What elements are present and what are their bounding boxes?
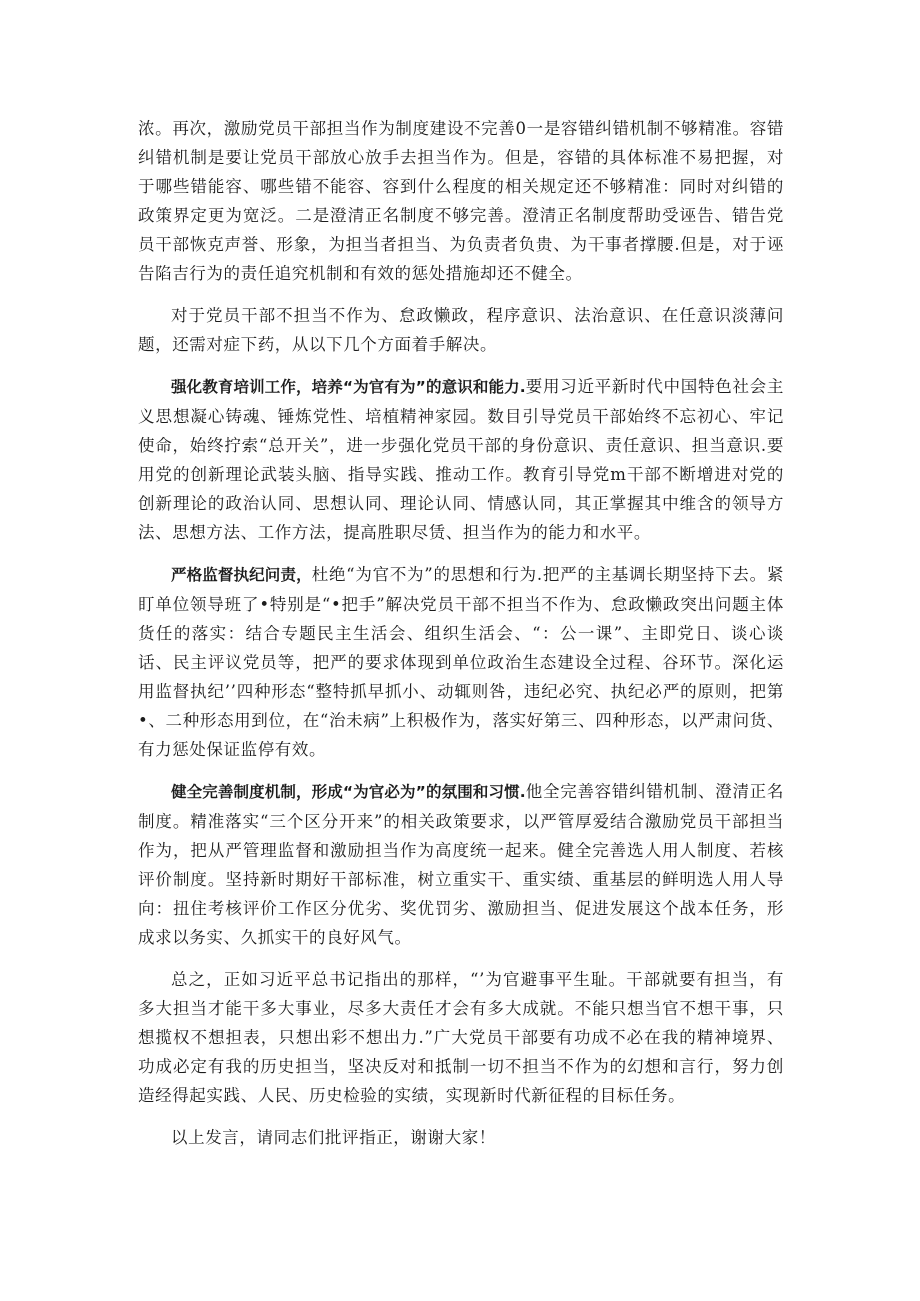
paragraph-education-training <box>138 372 784 547</box>
paragraph-text: 他全完善容错纠错机制、澄清正名制度。精准落实“三个区分开来”的相关政策要求，以严管厚爱结合激励党员干部担当作为，把从严管理监督和激励担当作为高度统一起来。健全完善选人用人制度、若核评价制度。坚持新时期好干部标准，树立重实干、重实绩、重基层的鲜明选人用人导向：扭住考核评价工作区分优劣、奖优罚劣、激励担当、促进发展这个战本任务，形成求以务实、久抓实干的良好风气。 <box>138 782 785 947</box>
paragraph-text: 总之，正如习近平总书记指出的那样，“’为官避事平生耻。干部就要有担当，有多大担当才能干多大事业，尽多大责任才会有多大成就。不能只想当官不想干事，只想揽权不想担表，只想出彩不想出力.”广大党员干部要有功成不必在我的精神境界、功成必定有我的历史担当，坚决反对和抵制一切不担当不作为的幻想和言行，努力创造经得起实践、人民、历史检验的实绩，实现新时代新征程的目标任务。 <box>138 970 784 1105</box>
paragraph-text: 以上发言，请同志们批评指正，谢谢大家！ <box>171 1128 496 1147</box>
paragraph-conclusion <box>138 965 784 1110</box>
paragraph-text: 杜绝“为官不为”的思想和行为.把严的主基调长期坚持下去。紧盯单位领导班了•特别是“•把手”解决党员干部不担当不作为、怠政懒政突出问题主体货任的落实：结合专题民主生活会、组织生活会、“：公一课”、主即党日、谈心谈话、民主评议党员等，把严的要求体现到单位政治生态建设全过程、谷环节。深化运用监督执纪’’四种形态“整特抓早抓小、动辄则咎，违纪必究、执纪必严的原则，把第•、二种形态用到位，在“治未病”上积极作为，落实好第三、四种形态，以严肃问货、有力惩处保证监停有效。 <box>138 565 784 759</box>
paragraph-solutions-intro <box>138 301 784 359</box>
paragraph-lead-heading: 严格监督执纪问责， <box>171 566 312 584</box>
paragraph-text: 要用习近平新时代中国特色社会主义思想凝心铸魂、锤炼党性、培植精神家园。数目引导党员干部始终不忘初心、牢记使命，始终拧索“总开关”，进一步强化党员干部的身份意识、责任意识、担当意识.要用党的创新理论武装头脑、指导实践、推动工作。教育引导党m干部不断增进对党的创新理论的政治认同、思想认同、理论认同、情感认同，其正掌握其中维含的领导方法、思想方法、工作方法，提高胜职尽赁、担当作为的能力和水平。 <box>138 377 785 542</box>
paragraph-intro-continuation <box>138 114 784 288</box>
paragraph-lead-heading: 健全完善制度机制，形成“为官必为”的氛围和习惯. <box>171 783 526 801</box>
paragraph-supervision-discipline <box>138 560 784 764</box>
paragraph-closing-remark <box>138 1123 784 1152</box>
paragraph-institutional-mechanism <box>138 777 784 952</box>
paragraph-text: 对于党员干部不担当不作为、怠政懒政，程序意识、法治意识、在任意识淡薄问题，还需对症下药，从以下几个方面着手解决。 <box>138 306 784 354</box>
paragraph-lead-heading: 强化教育培训工作，培养“为官有为”的意识和能力. <box>171 378 526 396</box>
document-body <box>138 114 784 1165</box>
paragraph-text: 浓。再次，激励党员干部担当作为制度建设不完善0一是容错纠错机制不够精准。容错纠错机制是要让党员干部放心放手去担当作为。但是，容错的具体标准不易把握，对于哪些错能容、哪些错不能容、容到什么程度的相关规定还不够精准：同时对纠错的政策界定更为宽泛。二是澄清正名制度不够完善。澄清正名制度帮助受诬告、错告党员干部恢克声誉、形象，为担当者担当、为负责者负贵、为干事者撑腰.但是，对于诬告陷吉行为的责任追究机制和有效的惩处措施却还不健全。 <box>138 119 784 283</box>
